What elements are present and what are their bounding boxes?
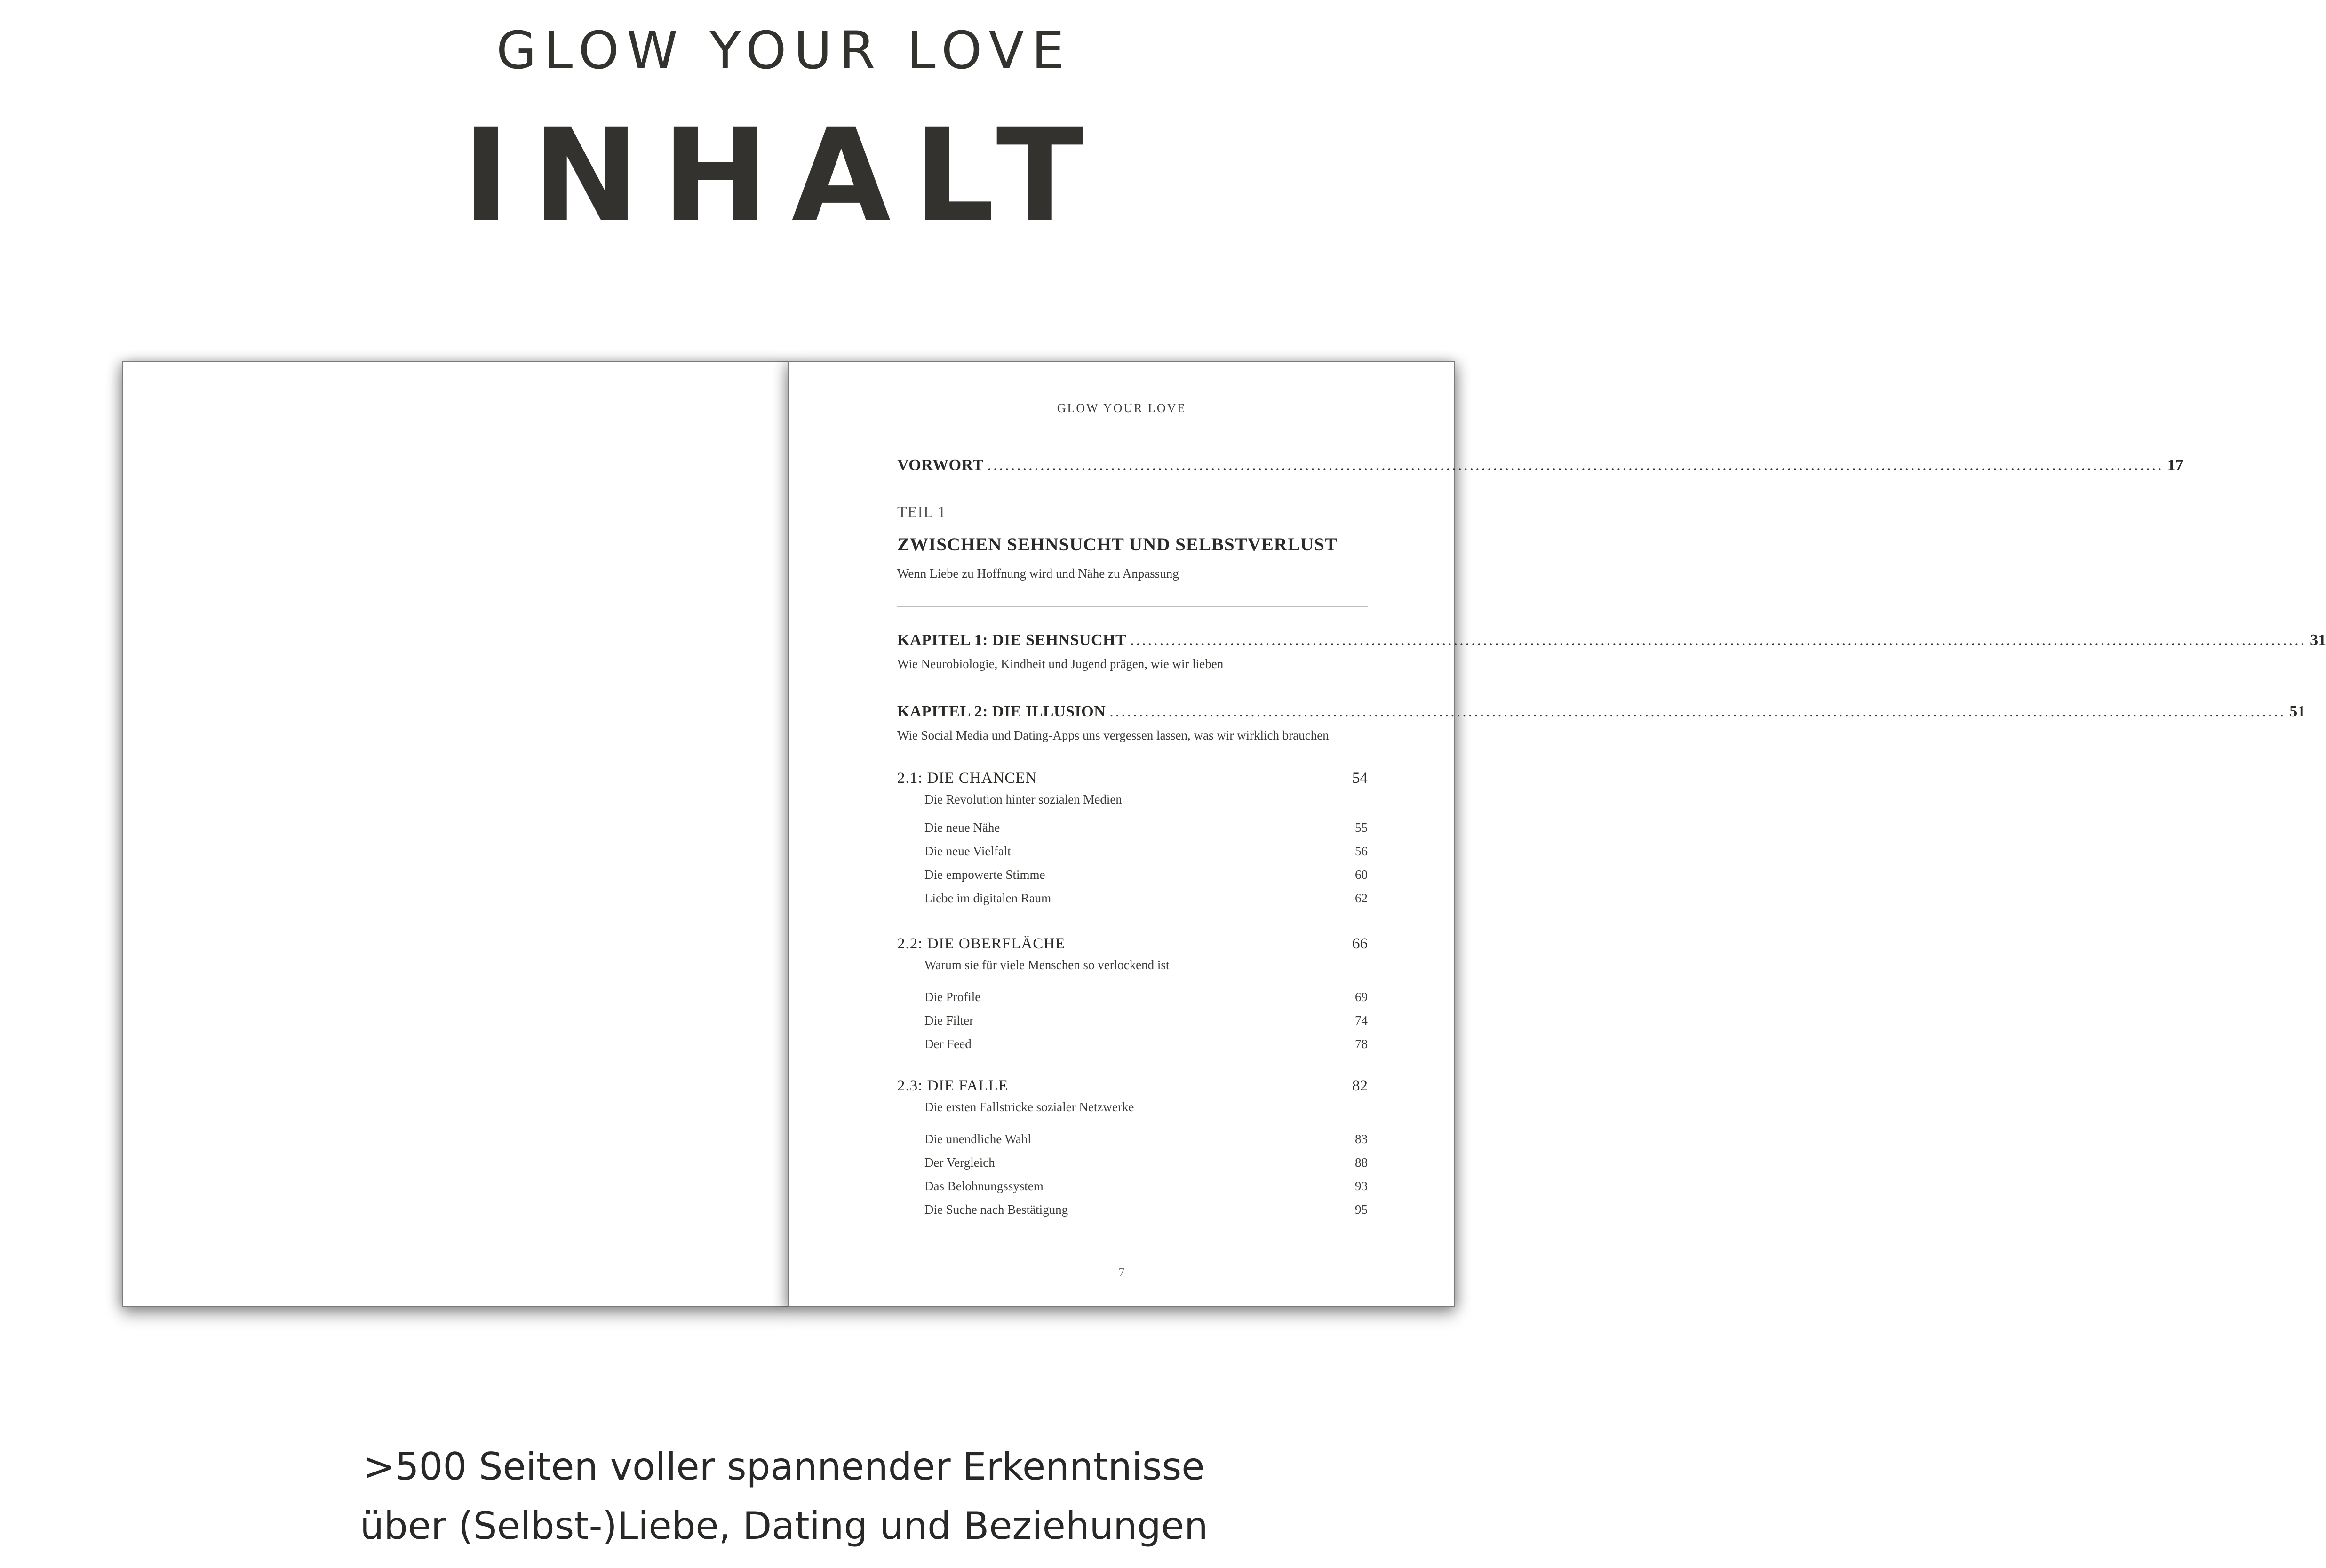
section-2-2 bbox=[897, 935, 1368, 953]
item-label: Der Feed bbox=[924, 1037, 972, 1051]
toc-kapitel-2-page: 51 bbox=[2289, 703, 2306, 720]
divider bbox=[897, 606, 1368, 607]
page-number: 7 bbox=[1118, 1266, 1125, 1279]
section-title: 2.1: DIE CHANCEN bbox=[897, 770, 1037, 787]
toc-kapitel-1-page: 31 bbox=[2310, 631, 2326, 649]
item-page: 78 bbox=[1355, 1037, 1368, 1051]
section-subtitle: Die ersten Fallstricke sozialer Netzwerke bbox=[924, 1100, 1134, 1114]
list-item bbox=[924, 1013, 1368, 1028]
tagline-line-2: über (Selbst-)Liebe, Dating und Beziehungen bbox=[360, 1504, 1208, 1548]
teil-subtitle: Wenn Liebe zu Hoffnung wird und Nähe zu Anpassung bbox=[897, 566, 1179, 581]
item-page: 56 bbox=[1355, 844, 1368, 858]
page-title: INHALT bbox=[462, 102, 1106, 250]
list-item bbox=[924, 868, 1368, 882]
item-page: 88 bbox=[1355, 1155, 1368, 1170]
toc-vorwort-label: VORWORT bbox=[897, 456, 984, 474]
section-page: 82 bbox=[1352, 1077, 1368, 1094]
list-item bbox=[924, 1037, 1368, 1051]
section-2-3 bbox=[897, 1077, 1368, 1095]
toc-vorwort bbox=[897, 456, 2183, 474]
item-label: Liebe im digitalen Raum bbox=[924, 891, 1051, 905]
item-label: Die Suche nach Bestätigung bbox=[924, 1202, 1068, 1217]
running-head: GLOW YOUR LOVE bbox=[1057, 401, 1187, 415]
item-label: Die empowerte Stimme bbox=[924, 868, 1045, 882]
toc-leader-dots: ........................................................................................................................................................................................................ bbox=[1130, 631, 2307, 649]
toc-kapitel-2-label: KAPITEL 2: DIE ILLUSION bbox=[897, 703, 1106, 720]
item-page: 83 bbox=[1355, 1132, 1368, 1146]
section-title: 2.3: DIE FALLE bbox=[897, 1077, 1009, 1094]
toc-kapitel-1-label: KAPITEL 1: DIE SEHNSUCHT bbox=[897, 631, 1127, 649]
toc-kapitel-1 bbox=[897, 631, 2326, 649]
item-label: Die neue Nähe bbox=[924, 820, 1000, 835]
item-label: Die Profile bbox=[924, 990, 981, 1004]
toc-leader-dots: ........................................................................................................................................................................................................ bbox=[987, 456, 2164, 474]
item-label: Die neue Vielfalt bbox=[924, 844, 1011, 858]
teil-title: ZWISCHEN SEHNSUCHT UND SELBSTVERLUST bbox=[897, 534, 1338, 555]
toc-kapitel-2 bbox=[897, 703, 2306, 721]
item-page: 93 bbox=[1355, 1179, 1368, 1193]
list-item bbox=[924, 1155, 1368, 1170]
tagline-line-1: >500 Seiten voller spannender Erkenntnisse bbox=[363, 1445, 1205, 1488]
item-page: 95 bbox=[1355, 1202, 1368, 1217]
section-2-1 bbox=[897, 770, 1368, 787]
item-page: 60 bbox=[1355, 868, 1368, 882]
toc-vorwort-page: 17 bbox=[2167, 456, 2183, 474]
book-page-right bbox=[788, 361, 2326, 1307]
item-label: Das Belohnungssystem bbox=[924, 1179, 1044, 1193]
toc-leader-dots: ........................................................................................................................................................................................................ bbox=[1109, 703, 2286, 720]
list-item bbox=[924, 1202, 1368, 1217]
list-item bbox=[924, 1179, 1368, 1194]
kapitel-1-subtitle: Wie Neurobiologie, Kindheit und Jugend prägen, wie wir lieben bbox=[897, 657, 1224, 671]
list-item bbox=[924, 990, 1368, 1004]
item-page: 74 bbox=[1355, 1013, 1368, 1027]
item-label: Die unendliche Wahl bbox=[924, 1132, 1031, 1146]
teil-label: TEIL 1 bbox=[897, 503, 946, 521]
book-page-left bbox=[122, 361, 789, 1307]
list-item bbox=[924, 1132, 1368, 1146]
item-page: 55 bbox=[1355, 820, 1368, 835]
section-page: 54 bbox=[1352, 770, 1368, 787]
section-subtitle: Die Revolution hinter sozialen Medien bbox=[924, 792, 1122, 806]
item-label: Der Vergleich bbox=[924, 1155, 995, 1170]
item-label: Die Filter bbox=[924, 1013, 974, 1027]
list-item bbox=[924, 891, 1368, 906]
section-page: 66 bbox=[1352, 935, 1368, 952]
kapitel-2-subtitle: Wie Social Media und Dating-Apps uns vergessen lassen, was wir wirklich brauchen bbox=[897, 728, 1329, 742]
item-page: 62 bbox=[1355, 891, 1368, 905]
list-item bbox=[924, 820, 1368, 835]
section-title: 2.2: DIE OBERFLÄCHE bbox=[897, 935, 1066, 952]
brand-heading: GLOW YOUR LOVE bbox=[496, 20, 1072, 80]
list-item bbox=[924, 844, 1368, 859]
section-subtitle: Warum sie für viele Menschen so verlockend ist bbox=[924, 958, 1170, 972]
item-page: 69 bbox=[1355, 990, 1368, 1004]
